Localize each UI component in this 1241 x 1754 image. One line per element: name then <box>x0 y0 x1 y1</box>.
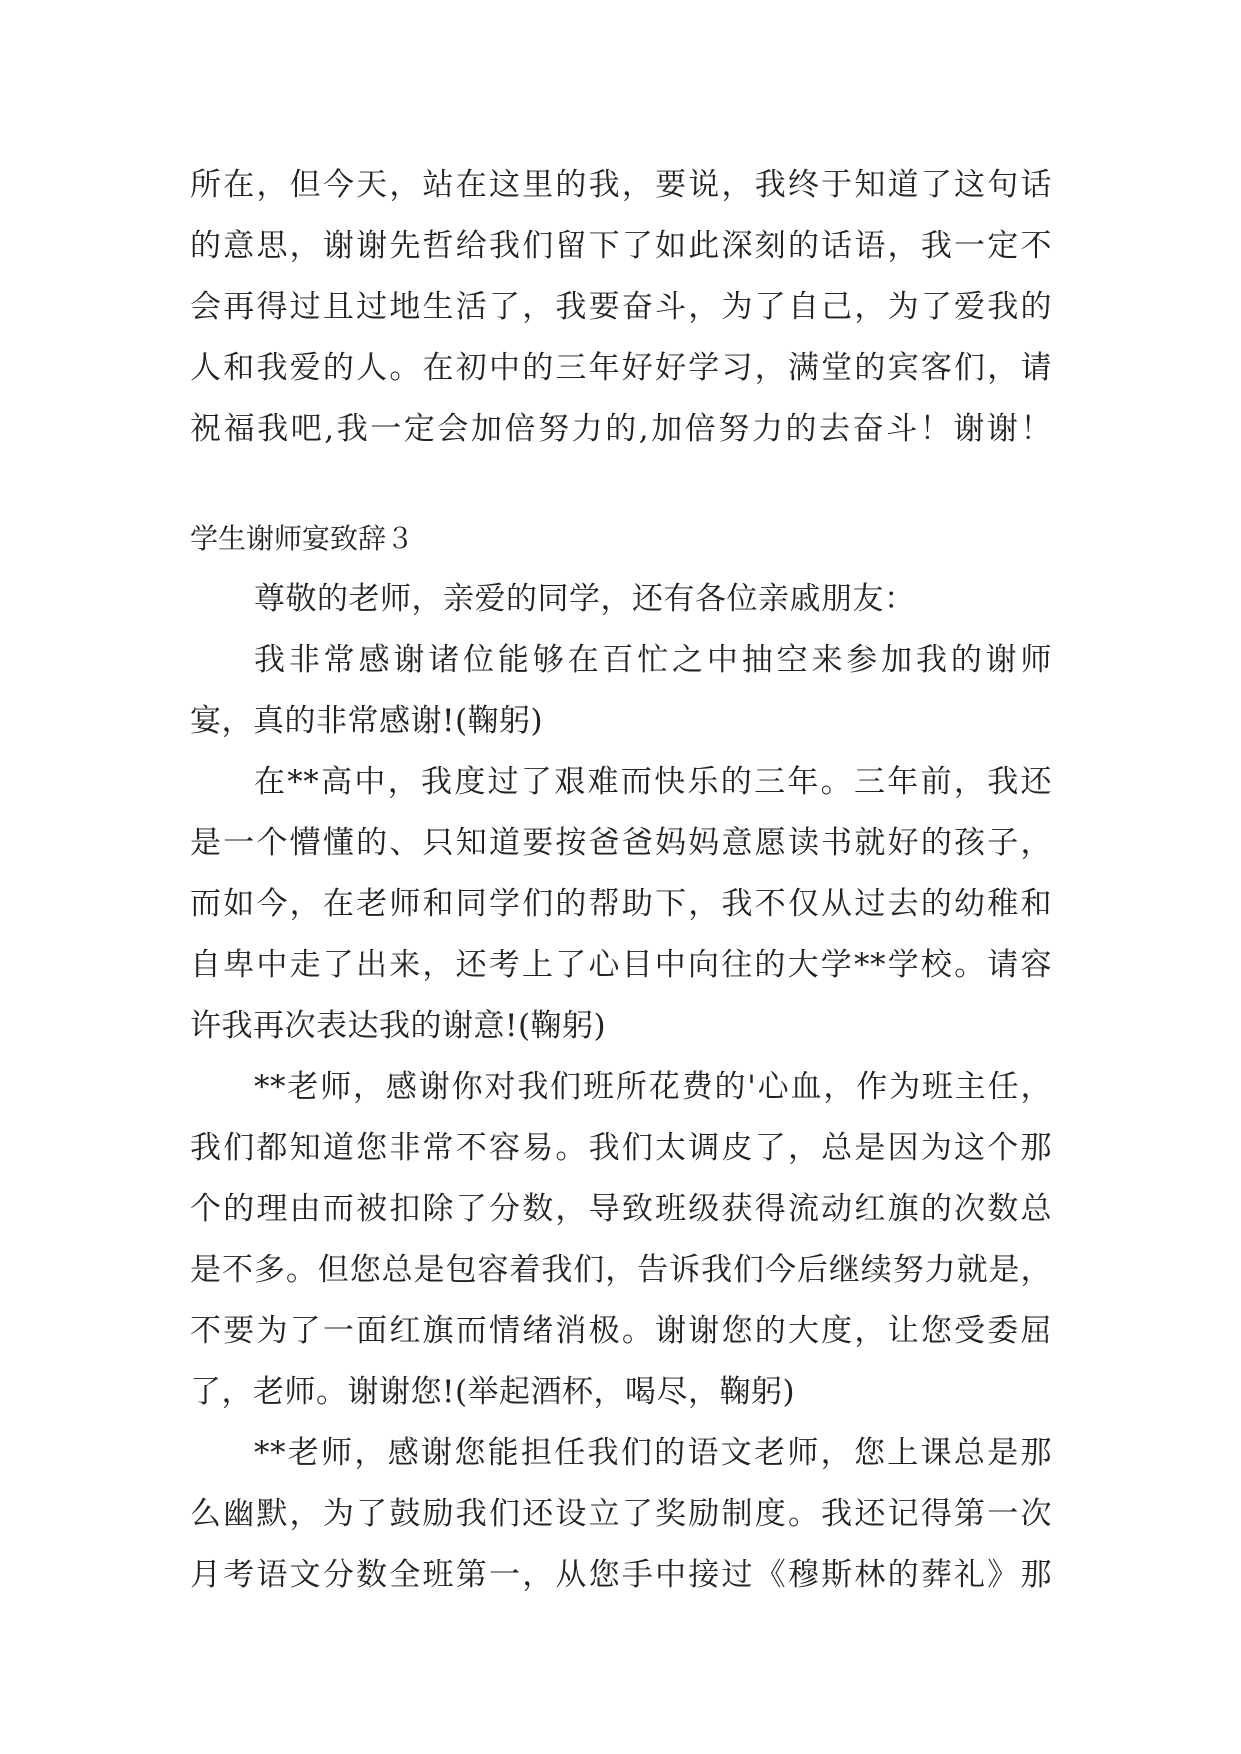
text-line: 不要为了一面红旗而情绪消极。谢谢您的大度，让您受委屈 <box>190 1313 1052 1349</box>
text-line: 人和我爱的人。在初中的三年好好学习，满堂的宾客们，请 <box>190 350 1052 386</box>
text-line: 许我再次表达我的谢意!(鞠躬) <box>190 1008 607 1044</box>
text-line: 的意思，谢谢先哲给我们留下了如此深刻的话语，我一定不 <box>190 228 1052 264</box>
text-line: 我非常感谢诸位能够在百忙之中抽空来参加我的谢师 <box>254 642 1052 678</box>
greeting-line: 尊敬的老师，亲爱的同学，还有各位亲戚朋友： <box>254 581 916 617</box>
text-line: 而如今，在老师和同学们的帮助下，我不仅从过去的幼稚和 <box>190 886 1052 922</box>
text-line: 是一个懵懂的、只知道要按爸爸妈妈意愿读书就好的孩子， <box>190 825 1052 861</box>
text-line: **老师，感谢你对我们班所花费的'心血，作为班主任， <box>254 1069 1052 1105</box>
intro-paragraph <box>190 155 1052 460</box>
section-heading: 学生谢师宴致辞３ <box>190 522 415 555</box>
text-line: 么幽默，为了鼓励我们还设立了奖励制度。我还记得第一次 <box>190 1496 1052 1532</box>
text-line: 自卑中走了出来，还考上了心目中向往的大学**学校。请容 <box>190 947 1052 983</box>
text-line: 宴，真的非常感谢!(鞠躬) <box>190 703 544 739</box>
text-line: 我们都知道您非常不容易。我们太调皮了，总是因为这个那 <box>190 1130 1052 1166</box>
text-line: 在**高中，我度过了艰难而快乐的三年。三年前，我还 <box>254 764 1052 800</box>
speech-body <box>190 569 1052 1606</box>
text-line: 祝福我吧,我一定会加倍努力的,加倍努力的去奋斗！谢谢！ <box>190 411 1052 447</box>
text-line: 是不多。但您总是包容着我们，告诉我们今后继续努力就是， <box>190 1252 1052 1288</box>
text-line: 个的理由而被扣除了分数，导致班级获得流动红旗的次数总 <box>190 1191 1052 1227</box>
text-line: 所在，但今天，站在这里的我，要说，我终于知道了这句话 <box>190 167 1052 203</box>
text-line: **老师，感谢您能担任我们的语文老师，您上课总是那 <box>254 1435 1052 1471</box>
text-line: 月考语文分数全班第一，从您手中接过《穆斯林的葬礼》那 <box>190 1557 1052 1593</box>
text-line: 会再得过且过地生活了，我要奋斗，为了自己，为了爱我的 <box>190 289 1052 325</box>
text-line: 了，老师。谢谢您!(举起酒杯，喝尽，鞠躬) <box>190 1374 796 1410</box>
